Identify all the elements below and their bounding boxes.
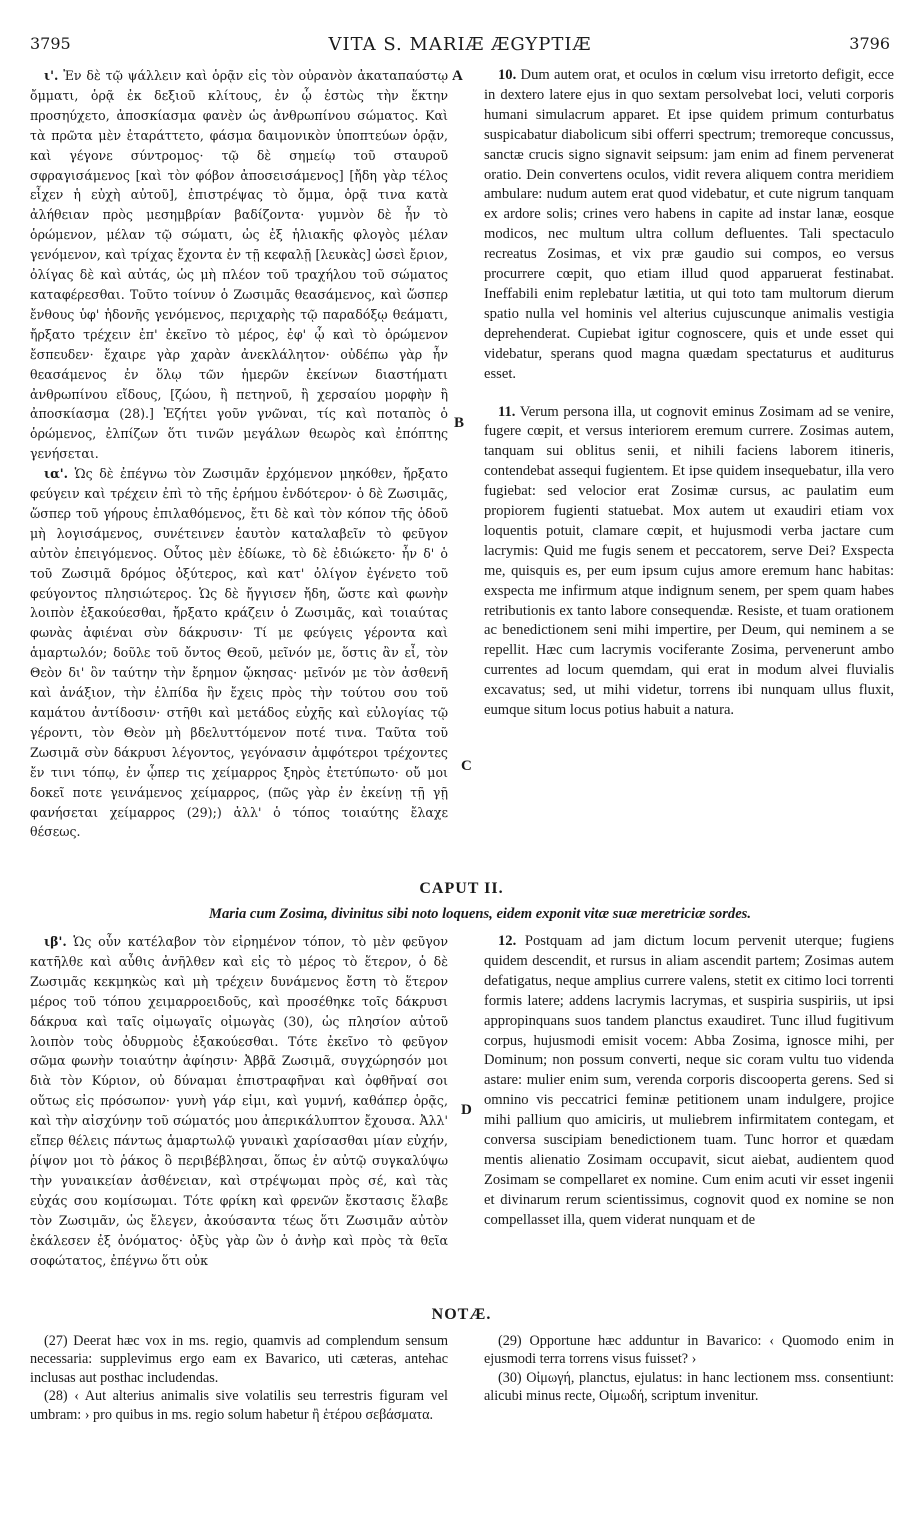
page-number-right: 3796 — [849, 34, 890, 53]
margin-letter-a: A — [452, 68, 463, 84]
note-27: (27) Deerat hæc vox in ms. regio, quamvis ad complendum sensum necessaria: supplevimus ergo eam ex Bavarico, uti cæteras, antehac inclusas aut posthac includendas. — [30, 1333, 448, 1386]
margin-letter-c: C — [461, 758, 472, 774]
paragraph-text: Verum persona illa, ut cognovit eminus Zosimam ad se venire, fugere cœpit, et versus interiorem eremum currere. Zosimas autem, tanquam sui oblitus senii, et nihili faciens laborem itineris, contendebat assequi fugientem. Et ipse quidem insequebatur, illa vero fugiebat: sed velocior erat Zosimæ cursus, ac paulatim eum propiorem fugienti statuebat. Mox autem ut exaudiri etiam vox loquentis potuit, clamare cœpit, et hujusmodi verba jactare cum lacrymis: Quid me fugis senem et peccatorem, serve Dei? Exspecta me, quisquis es, per eum ipsum cujus amore eremum hanc habitas: exspecta me infirmum atque indignum senem, per spem quam habes retributionis ex tanto labore consequendæ. Resiste, et tuam orationem ac benedictionem seni mihi impertire, per Deum, qui neminem a se repellit. Hæc cum lacrymis vociferante Zosima, pervenerunt ambo currentes ad locum quemdam, qui erat in modum alvei fluvialis excavatus; sed, ut mihi videtur, torrens ibi nunquam ullus fluxit, eumque situm locus potius habuit a natura. — [484, 403, 894, 719]
paragraph-text: Postquam ad jam dictum locum pervenit uterque; fugiens quidem descendit, et rursus in aliam ascendit partem; Zosimas autem defatigatus, neque amplius currere valens, stetit ex citimo loci torrenti formis latere; addens lacrymis lacrymas, et suspiria suspiriis, ut ipsi appropinquans suos tandem planctus exaudiret. Tunc illud fugitivum corpus, hujusmodi emisit vocem: Abba Zosima, ignosce mihi, per Dominum; non possum converti, neque sic coram vultu tuo videnda astare: mulier enim sum, verenda corporis discooperta gerens. Sed si omnino vis peccatrici feminæ petitionem unam indulgere, projice mihi pallium quo amiciris, ut muliebrem infirmitatem contegam, et conversa suscipiam benedictionem tuam. Tunc horror et quædam mentis alienatio Zosimam occupavit, sicut aiebat, audientem quod Zosimam se compellaret ex nomine. Cum enim acuti vir esset ingenii et divinarum rerum scientissimus, cognovit quod ex nomine se non compellasset illa, quem viderat nunquam et de — [484, 933, 894, 1228]
paragraph-text: Dum autem orat, et oculos in cœlum visu irretorto defigit, ecce in dextero latere ejus in quo sextam persolvebat loci, veluti corporis humani simulacrum apparet. Et ipse quidem primum conturbatus suspicabatur diabolicum sibi offerri spectrum; tremoreque concussus, sanctæ crucis signo signavit seipsum: jam enim ad finem pervenerat oratio. Dein convertens oculos, vidit revera aliquem contra meridiem ambulare: nudum autem erat quod videbatur, et cute nigrum tanquam ex ardore solis; crines vero habens in capite ad instar lanæ, eosque modicos, nec multum ultra collum defluentes. Tali spectaculo recreatus Zosimas, et vix præ gaudio sui compos, eo versus procurrere cœpit, quo etiam illud quod apparuerat festinabat. Ineffabili enim replebatur lætitia, ut qui toto tam multorum dierum spatio nulla vel hominis vel alterius cujuscunque animalis vestigia deprehenderat. Cupiebat igitur cognoscere, quis et unde esset qui videbatur, sperans quod magna quædam spectaturus et auditurus esset. — [484, 67, 894, 382]
paragraph-text: Ὡς δὲ ἐπέγνω τὸν Ζωσιμᾶν ἐρχόμενον μηκόθεν, ἤρξατο φεύγειν καὶ τρέχειν ἐπὶ τὸ τῆς ἐρήμου ἐνδότερον· ὁ δὲ Ζωσιμᾶς, ὥσπερ τοῦ γήρους ἐπιλαθόμενος, ἔτι δὲ καὶ τὸν κόπον τῆς ὁδοῦ μὴ λογισάμενος, συνέτεινεν ἑαυτὸν καταλαβεῖν τὸ φεῦγον αὐτὸν ἐπειγόμενος. Οὗτος μὲν ἐδίωκε, τὸ δὲ ἐδιώκετο· ἦν δ' ὁ τοῦ Ζωσιμᾶ δρόμος ὀξύτερος, καὶ κατ' ὀλίγον ἐγένετο τοῦ φεύγοντος πλησιώτερος. Ὡς δὲ ἤγγισεν ἤδη, ὥστε καὶ φωνὴν λοιπὸν ἐξακούεσθαι, ἤρξατο κράζειν ὁ Ζωσιμᾶς, καὶ τοιαύτας φωνὰς ἀφιέναι σὺν δάκρυσιν· Τί με φεύγεις γέροντα καὶ ἁμαρτωλόν; δοῦλε τοῦ ὄντος Θεοῦ, μεῖνόν με, ὅστις ἂν εἶ, τὸν Θεὸν δι' ὃν ταύτην τὴν ἔρημον ᾤκησας· μεῖνόν με τὸν ἀσθενῆ καὶ ἀνάξιον, τὴν ἐλπίδα ἣν ἔχεις πρὸς τὴν τούτου σου τοῦ καμάτου ἀντίδοσιν· στῆθι καὶ μετάδος εὐχῆς καὶ εὐλογίας τῷ γέροντι, τὸν Θεὸν μὴ βδελυττόμενον ποτέ τινα. Ταῦτα τοῦ Ζωσιμᾶ σὺν δάκρυσι λέγοντος, γεγόνασιν ἀμφότεροι τρέχοντες ἔν τινι τόπῳ, ἐν ᾧπερ τις χείμαρρος ξηρὸς ἐτετύπωτο· οὔ μοι δοκεῖ ποτε γεινάμενος χείμαρρος, (πῶς γὰρ ἐν ἐκείνῃ τῇ γῇ φανήσεται χείμαρρος (29);) ἀλλ' ὁ τόπος τοιαύτης ἔλαχε θέσεως. — [30, 466, 448, 840]
latin-paragraph-12 — [484, 932, 894, 1231]
paragraph-number: ιβ'. — [44, 934, 67, 949]
page-number-left: 3795 — [30, 34, 71, 53]
paragraph-number: ια'. — [44, 466, 69, 482]
paragraph-number: ι'. — [44, 68, 59, 83]
note-29: (29) Opportune hæc adduntur in Bavarico: ‹ Quomodo enim in ejusmodi terra torrens visus fuisset? › — [484, 1333, 894, 1368]
greek-paragraph-11 — [30, 464, 448, 842]
note-28: (28) ‹ Aut alterius animalis sive volatilis seu terrestris figuram vel umbram: › pro quibus in ms. regio solum habetur ἢ ἑτέρου σεβάσματα. — [30, 1388, 448, 1423]
paragraph-text: Ὡς οὖν κατέλαβον τὸν εἰρημένον τόπον, τὸ μὲν φεῦγον κατῆλθε καὶ αὖθις ἀνῆλθεν καὶ εἰς τὸ μέρος τὸ ἕτερον, ὁ δὲ Ζωσιμᾶς κεκμηκὼς καὶ μὴ τρέχειν δυνάμενος ἔστη τὸ ἕτερον μέρος τοῦ τόπου χειμαρροειδοῦς, καὶ προσέθηκε τοῖς δάκρυσι δάκρυα καὶ ταῖς οἰμωγαῖς οἰμωγὰς (30), ὡς πλησίον αὐτοῦ λοιπὸν τοὺς ὀδυρμοὺς ἐξακούεσθαι. Τότε ἐκεῖνο τὸ φεῦγον σῶμα φωνὴν τοιαύτην ἀφίησιν· Ἀββᾶ Ζωσιμᾶ, συγχώρησόν μοι διὰ τὸν Κύριον, οὐ δύναμαι ἐπιστραφῆναι καὶ ὀφθῆναί σοι οὕτως εἰς πρόσωπον· γυνὴ γάρ εἰμι, καὶ γυμνή, καθάπερ ὁρᾷς, καὶ τὴν αἰσχύνην τοῦ σώματός μου ἀπερικάλυπτον ἔχουσα. Ἀλλ' εἴπερ θέλεις πάντως ἁμαρτωλῷ γυναικὶ χαρίσασθαι μίαν εὐχήν, ῥίψον μοι τὸ ῥάκος ὃ περιβέβλησαι, ὅπως ἐν αὐτῷ συγκαλύψω τὴν γυναικείαν ἀσθένειαν, καὶ στρέψωμαι πρὸς σέ, καὶ τὰς εὐχάς σου κομίσωμαι. Τότε φρίκη καὶ φρενῶν ἔκστασις ἔλαβε τὸν Ζωσιμᾶν, ὡς ἔλεγεν, ἀκούσαντα τέως ὅτι Ζωσιμᾶν αὐτὸν ἐκάλεσεν ἐξ ὀνόματος· ὀξὺς γὰρ ὢν ὁ ἀνὴρ καὶ πρὸς τὰ θεῖα σοφώτατος, ἐπέγνω ὅτι οὐκ — [30, 934, 448, 1268]
latin-column-section2 — [484, 932, 894, 1231]
chapter-summary: Maria cum Zosima, divinitus sibi noto loquens, eidem exponit vitæ suæ meretriciæ sordes. — [208, 906, 752, 922]
notes-right-column — [484, 1332, 894, 1406]
running-title: VITA S. MARIÆ ÆGYPTIÆ — [328, 34, 592, 55]
paragraph-number: 12. — [498, 933, 517, 949]
latin-paragraph-11 — [484, 403, 894, 722]
greek-paragraph-10 — [30, 66, 448, 464]
latin-column-section1 — [484, 66, 894, 721]
margin-letter-d: D — [461, 1102, 472, 1118]
page-header — [30, 34, 890, 58]
notes-title: NOTÆ. — [431, 1306, 492, 1323]
paragraph-number: 10. — [498, 67, 517, 83]
greek-paragraph-12 — [30, 932, 448, 1270]
note-30: (30) Οἰμωγή, planctus, ejulatus: in hanc lectionem mss. consentiunt: alicubi minus recte, Οἰμωδή, scriptum invenitur. — [484, 1369, 894, 1405]
notes-left-column — [30, 1332, 448, 1424]
margin-letter-b: B — [454, 415, 465, 431]
latin-paragraph-10 — [484, 66, 894, 385]
paragraph-number: 11. — [498, 403, 516, 420]
paragraph-text: Ἐν δὲ τῷ ψάλλειν καὶ ὁρᾷν εἰς τὸν οὐρανὸν ἀκαταπαύστῳ ὄμματι, ὁρᾷ ἐκ δεξιοῦ κλίτους, ἐν ᾧ ἑστὼς τὴν ἕκτην προσηύχετο, ἀποσκίασμα φανὲν ὡς ἀνθρωπίνου σώματος. Καὶ τὰ πρῶτα μὲν ἐταράττετο, φάσμα δαιμονικὸν ὑποπτεύων ὁρᾷν, καὶ γέγονε σύντρομος· τῷ δὲ σημείῳ τοῦ σταυροῦ σφραγισάμενος [καὶ τὸν φόβον ἀποσεισάμενος] [ἤδη γὰρ τέλος εἶχεν ἡ εὐχὴ αὐτοῦ], ἐπιστρέψας τὸ ὄμμα, ὁρᾷ τινα κατὰ ἀλήθειαν πρὸς μεσημβρίαν βαδίζοντα· γυμνὸν δὲ ἦν τὸ ὁρώμενον, μέλαν τῷ σώματι, ὡς ἐξ ἡλιακῆς φλογὸς μέλαν γενόμενον, καὶ τρίχας ἔχοντα ἐν τῇ κεφαλῇ [λευκὰς] ὡσεὶ ἔριον, ὀλίγας δὲ καὶ αὐτάς, ὡς μὴ πλέον τοῦ τραχήλου τοῦ σώματος καταφέρεσθαι. Τοῦτο τοίνυν ὁ Ζωσιμᾶς θεασάμενος, καὶ ὥσπερ ἔνθους ὑφ' ἡδονῆς γενόμενος, περιχαρὴς τῷ παραδόξῳ θεάματι, ἤρξατο τρέχειν ἐπ' ἐκεῖνο τὸ μέρος, ἐφ' ᾧ καὶ τὸ ὁρώμενον ἔσπευδεν· ἔχαιρε γὰρ χαρὰν ἀνεκλάλητον· οὐδέπω γὰρ ἦν θεασάμενος ἐν ὅλῳ τῶν ἡμερῶν ἐκείνων διαστήματι ἀνθρωπίνου εἴδους, [ζώου, ἢ πετηνοῦ, ἢ χερσαίου μορφὴν ἢ ἀποσκίασμα (28).] Ἐζήτει γοῦν γνῶναι, τίς καὶ ποταπὸς ὁ ὁρώμενος, ἐλπίζων ὅτι τινῶν μεγάλων θεωρὸς καὶ ἐπόπτης γενήσεται. — [30, 68, 448, 462]
greek-column-section2 — [30, 932, 448, 1270]
greek-column-section1 — [30, 66, 448, 842]
chapter-title: CAPUT II. — [419, 880, 504, 897]
